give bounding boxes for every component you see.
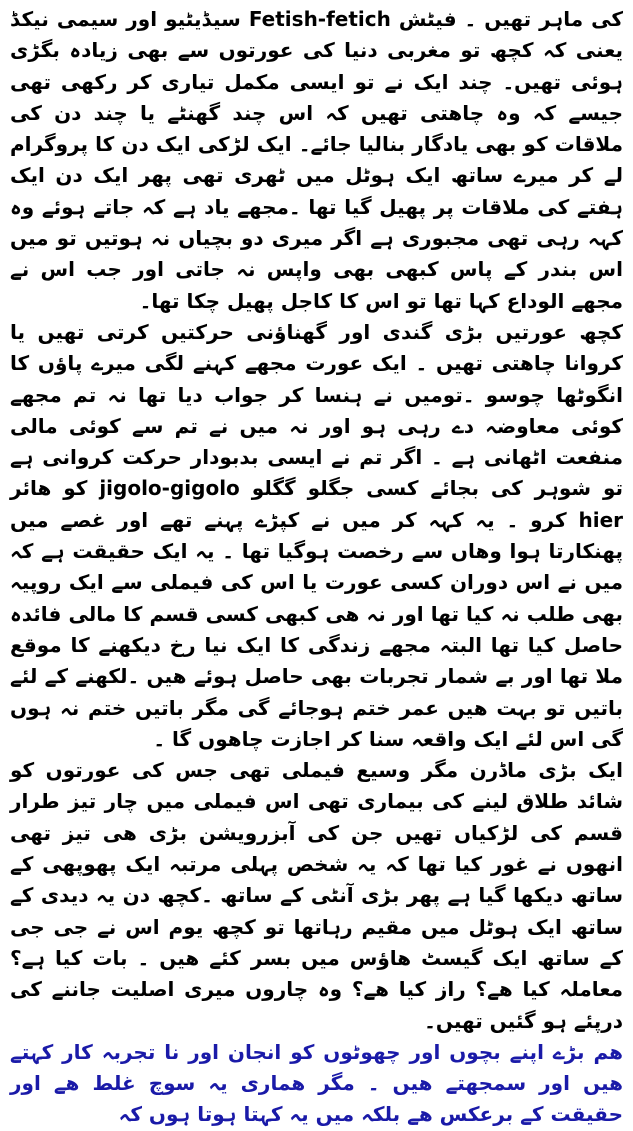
paragraph-3: ایک بڑی ماڈرن مگر وسیع فیملی تھی جس کی عورتوں کو شائد طلاق لینے کی بیماری تھی اس فیملی میں چار تیز طرار قسم کی لڑکیاں تھیں جن کی آبزرویشن بڑی ھی تیز تھی انھوں نے غور کیا تھا کہ یہ شخص پہلی مرتبہ ایک پھوپھی کے ساتھ دیکھا گیا ہے پھر بڑی آنٹی کے ساتھ ۔کچھ دن یہ دیدی کے ساتھ ایک ہوٹل میں مقیم رہاتھا تو کچھ یوم اس نے جی جی کے ساتھ ایک گیسٹ ھاؤس میں بسر کئے ھیں ۔ بات کیا ہے؟ معاملہ کیا ھے؟ راز کیا ھے؟ وہ چاروں میری اصلیت جاننے کی درپئے ہو گئیں تھیں۔: [10, 758, 623, 1033]
paragraph-1: کی ماہر تھیں ۔ فیٹش Fetish-fetich سیڈیٹیو اور سیمی نیکڈ یعنی کہ کچھ تو مغربی دنیا کی عورتوں سے بھی زیادہ بگڑی ہوئی تھیں۔ چند ایک نے تو ایسی مکمل تیاری کر رکھی تھی جیسے کہ وہ چاھتی تھیں کہ اس چند گھنٹے یا چند دن کی ملاقات کو بھی یادگار بنالیا جائے۔ ایک لڑکی ایک دن کا پروگرام لے کر میرے ساتھ ایک ہوٹل میں ٹھری تھی پھر ایک دن ایک ہفتے کی ملاقات پر پھیل گیا تھا ۔مجھے یاد ہے کہ جاتے ہوئے وہ کہہ رہی تھی مجبوری ہے اگر میری دو بچیاں نہ ہوتیں تو میں اس بندر کے پاس کبھی بھی واپس نہ جاتی اور جب اس نے مجھے الوداع کہا تھا تو اس کا کاجل پھیل چکا تھا۔: [10, 7, 623, 313]
paragraph-2: کچھ عورتیں بڑی گندی اور گھناؤنی حرکتیں کرتی تھیں یا کروانا چاھتی تھیں ۔ ایک عورت مجھے کہنے لگی میرے پاؤں کا انگوٹھا چوسو ۔تومیں نے ہنسا کر جواب دیا تھا نہ تم مجھے کوئی معاوضہ دے رہی ہو اور نہ میں نے تم سے کوئی مالی منفعت اٹھانی ہے ۔ اگر تم نے ایسی بدبودار حرکت کروانی ہے تو شوہر کی بجائے کسی جگلو گگلو jigolo-gigolo کو ھائر hier کرو ۔ یہ کہہ کر میں نے کپڑے پہنے تھے اور غصے میں پھنکارتا ہوا وھاں سے رخصت ہوگیا تھا ۔ یہ ایک حقیقت ہے کہ میں نے اس دوران کسی عورت یا اس کی فیملی سے ایک روپیہ بھی طلب نہ کیا تھا اور نہ ھی کبھی کسی قسم کا مالی فائدہ حاصل کیا تھا البتہ مجھے زندگی کا ایک نیا رخ دیکھنے کا موقع ملا تھا اور بے شمار تجربات بھی حاصل ہوئے ھیں ۔لکھنے کے لئے باتیں تو بہت ھیں عمر ختم ہوجائے گی مگر باتیں ختم نہ ہوں گی اس لئے ایک واقعہ سنا کر اجازت چاھوں گا ۔: [10, 319, 623, 751]
paragraph-4: ھم بڑے اپنے بچوں اور چھوٹوں کو انجان اور نا تجربہ کار کہتے ھیں اور سمجھتے ھیں ۔ مگر ھماری یہ سوچ غلط ھے اور حقیقت کے برعکس ھے بلکہ میں یہ کہتا ہوتا ہوں کہ: [10, 1039, 623, 1127]
